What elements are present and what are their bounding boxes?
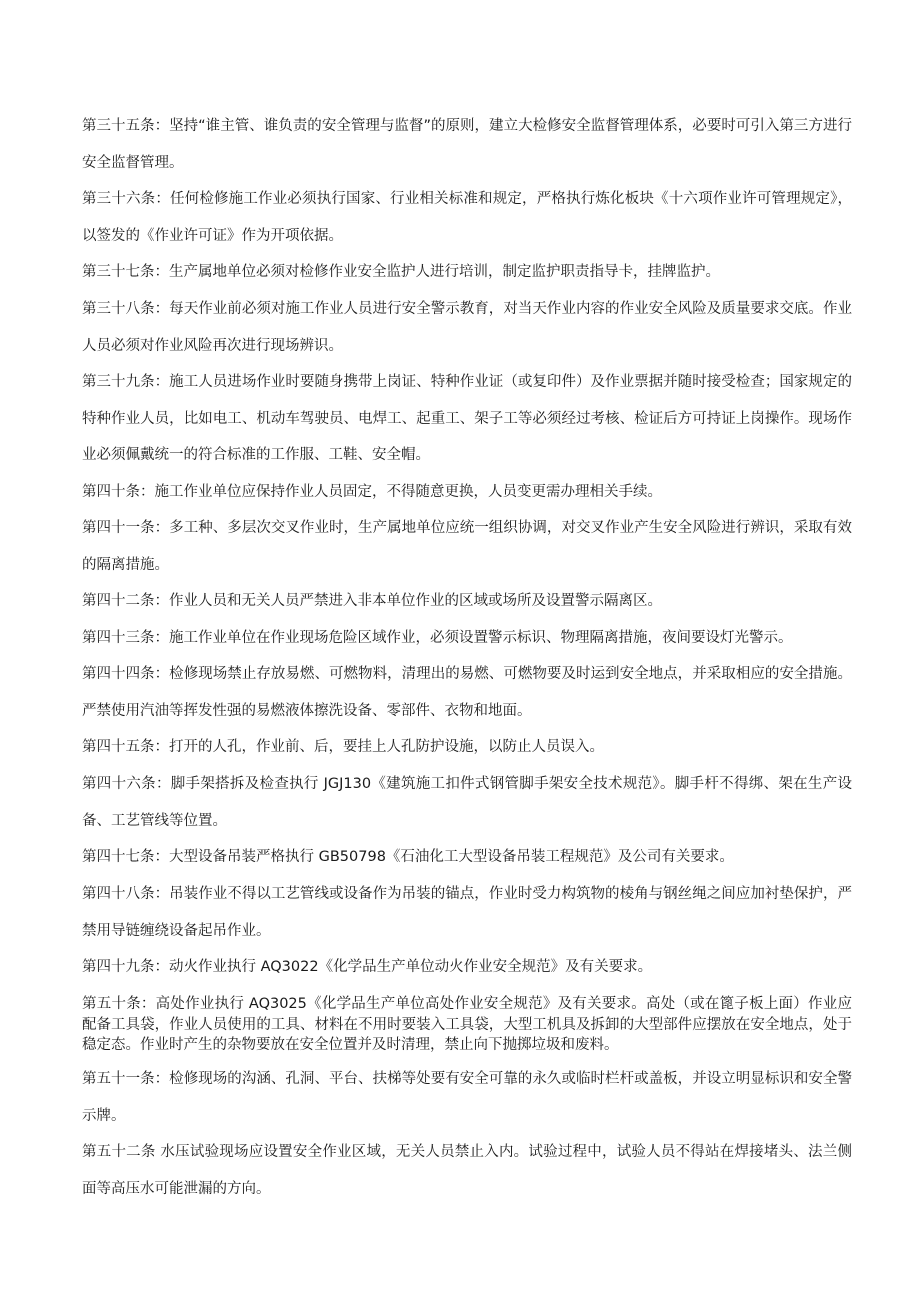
article-35: 第三十五条：坚持“谁主管、谁负责的安全管理与监督”的原则，建立大检修安全监督管理体系，必要时可引入第三方进行安全监督管理。	[82, 118, 852, 171]
article-45: 第四十五条：打开的人孔，作业前、后，要挂上人孔防护设施，以防止人员误入。	[82, 739, 604, 755]
article-50: 第五十条：高处作业执行 AQ3025《化学品生产单位高处作业安全规范》及有关要求。高处（或在篦子板上面）作业应配备工具袋，作业人员使用的工具、材料在不用时要装入工具袋，大型工机具及拆卸的大型部件应摆放在安全地点，处于稳定态。作业时产生的杂物要放在安全位置并及时清理，禁止向下抛掷垃圾和废料。	[82, 996, 852, 1053]
article-51: 第五十一条：检修现场的沟涵、孔洞、平台、扶梯等处要有安全可靠的永久或临时栏杆或盖板，并设立明显标识和安全警示牌。	[82, 1071, 852, 1124]
article-44: 第四十四条：检修现场禁止存放易燃、可燃物料，清理出的易燃、可燃物要及时运到安全地点，并采取相应的安全措施。严禁使用汽油等挥发性强的易燃液体擦洗设备、零部件、衣物和地面。	[82, 666, 852, 719]
article-39: 第三十九条：施工人员进场作业时要随身携带上岗证、特种作业证（或复印件）及作业票据并随时接受检查；国家规定的特种作业人员，比如电工、机动车驾驶员、电焊工、起重工、架子工等必须经过考核、检证后方可持证上岗操作。现场作业必须佩戴统一的符合标准的工作服、工鞋、安全帽。	[82, 374, 852, 463]
article-43: 第四十三条：施工作业单位在作业现场危险区域作业，必须设置警示标识、物理隔离措施，夜间要设灯光警示。	[82, 630, 793, 646]
article-38: 第三十八条：每天作业前必须对施工作业人员进行安全警示教育，对当天作业内容的作业安全风险及质量要求交底。作业人员必须对作业风险再次进行现场辨识。	[82, 301, 852, 354]
article-48: 第四十八条：吊装作业不得以工艺管线或设备作为吊装的锚点，作业时受力构筑物的棱角与钢丝绳之间应加衬垫保护，严禁用导链缠绕设备起吊作业。	[82, 886, 852, 939]
article-49: 第四十九条：动火作业执行 AQ3022《化学品生产单位动火作业安全规范》及有关要求。	[82, 959, 653, 975]
article-36: 第三十六条：任何检修施工作业必须执行国家、行业相关标准和规定，严格执行炼化板块《十六项作业许可管理规定》，以签发的《作业许可证》作为开项依据。	[82, 191, 852, 244]
article-52: 第五十二条 水压试验现场应设置安全作业区域，无关人员禁止入内。试验过程中，试验人员不得站在焊接堵头、法兰侧面等高压水可能泄漏的方向。	[82, 1144, 852, 1197]
article-46: 第四十六条：脚手架搭拆及检查执行 JGJ130《建筑施工扣件式钢管脚手架安全技术规范》。脚手杆不得绑、架在生产设备、工艺管线等位置。	[82, 776, 852, 829]
article-42: 第四十二条：作业人员和无关人员严禁进入非本单位作业的区域或场所及设置警示隔离区。	[82, 593, 662, 609]
article-41: 第四十一条：多工种、多层次交叉作业时，生产属地单位应统一组织协调，对交叉作业产生安全风险进行辨识，采取有效的隔离措施。	[82, 520, 852, 573]
article-40: 第四十条：施工作业单位应保持作业人员固定，不得随意更换，人员变更需办理相关手续。	[82, 484, 662, 500]
article-47: 第四十七条：大型设备吊装严格执行 GB50798《石油化工大型设备吊装工程规范》及公司有关要求。	[82, 849, 734, 865]
article-37: 第三十七条：生产属地单位必须对检修作业安全监护人进行培训，制定监护职责指导卡，挂牌监护。	[82, 264, 720, 280]
